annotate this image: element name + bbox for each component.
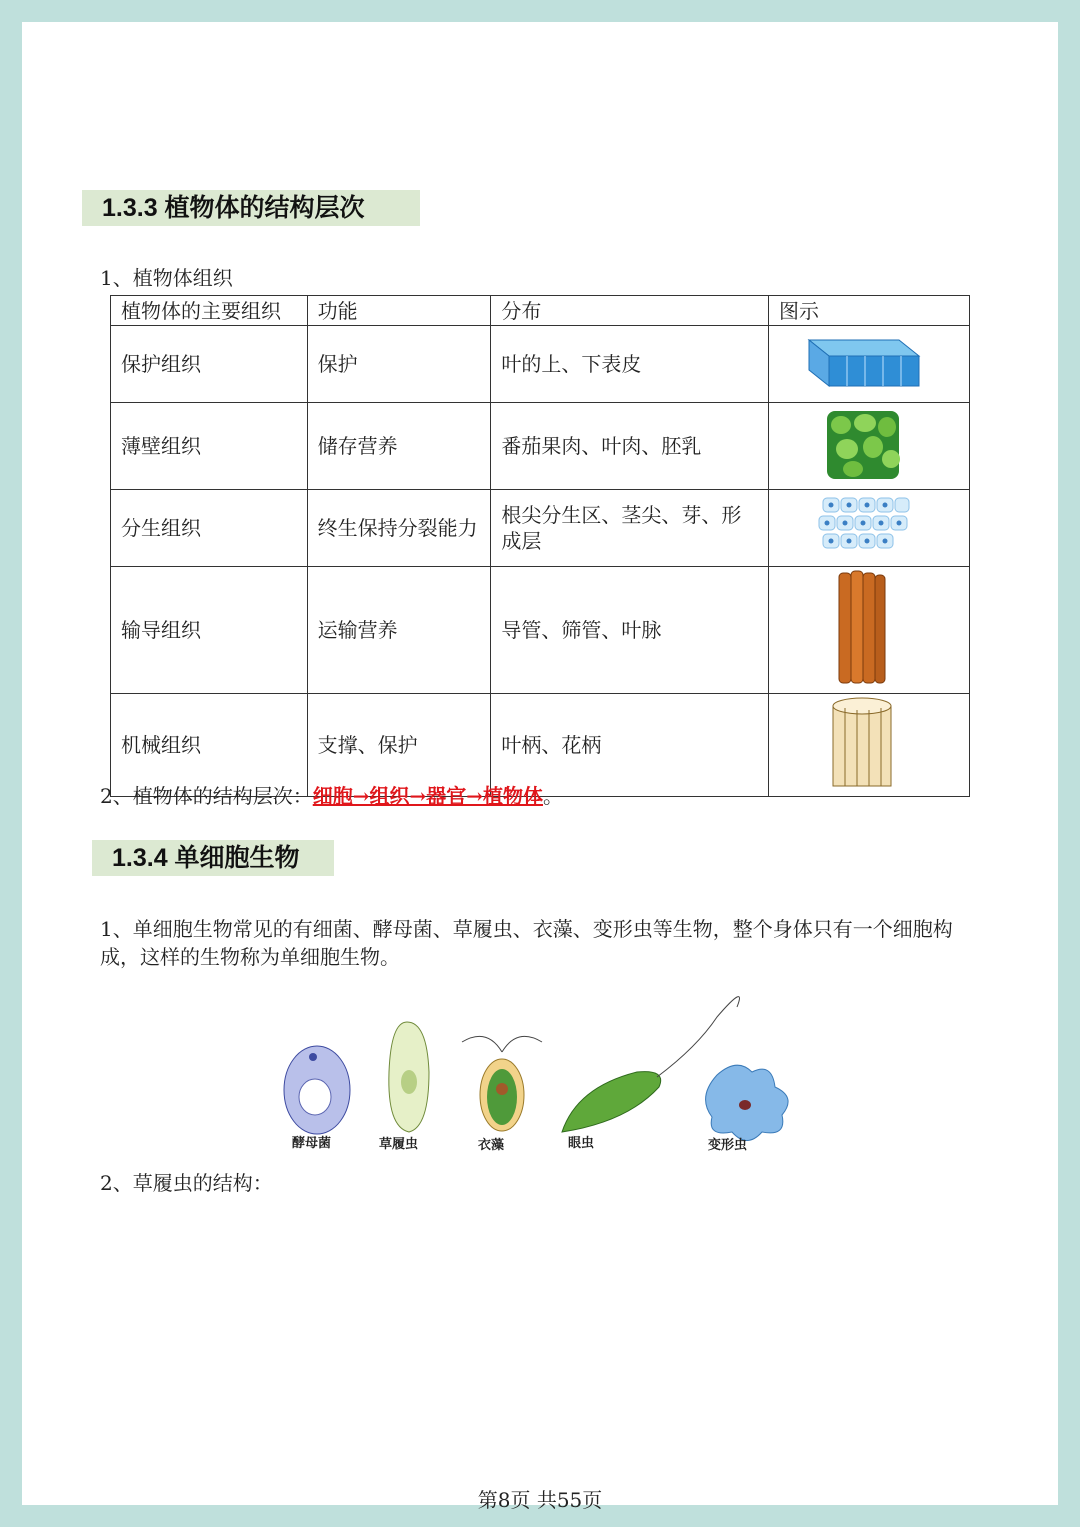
tissue-function: 储存营养 xyxy=(307,403,491,490)
tissue-distribution: 番茄果肉、叶肉、胚乳 xyxy=(491,403,769,490)
header-cell: 功能 xyxy=(307,296,491,326)
tissue-name: 输导组织 xyxy=(111,567,308,694)
parenchyma-illustration xyxy=(769,403,969,483)
structure-levels-highlight: 细胞→组织→器官→植物体 xyxy=(312,784,544,808)
item-paramecium-structure: 2、草履虫的结构： xyxy=(100,1171,273,1195)
organism-label: 草履虫 xyxy=(379,1137,419,1152)
header-cell: 图示 xyxy=(769,296,970,326)
organism-label: 变形虫 xyxy=(708,1138,748,1153)
organism-label: 衣藻 xyxy=(478,1138,505,1153)
tissue-function: 保护 xyxy=(307,326,491,403)
section-heading-1-3-3: 1.3.3 植物体的结构层次 xyxy=(82,190,420,226)
header-cell: 分布 xyxy=(491,296,769,326)
table-header-row xyxy=(111,296,970,326)
tissue-name: 机械组织 xyxy=(111,694,308,797)
document-page xyxy=(22,22,1058,1512)
structure-levels-label: 2、植物体的结构层次： xyxy=(100,784,313,808)
tissue-name: 分生组织 xyxy=(111,490,308,567)
tissue-function: 终生保持分裂能力 xyxy=(307,490,491,567)
table-row xyxy=(111,490,970,567)
header-cell: 植物体的主要组织 xyxy=(111,296,308,326)
tissue-distribution: 根尖分生区、茎尖、芽、形成层 xyxy=(491,490,769,567)
tissue-figure-cell xyxy=(769,490,970,567)
tissue-function: 支撑、保护 xyxy=(307,694,491,797)
tissue-name: 薄壁组织 xyxy=(111,403,308,490)
table-row xyxy=(111,567,970,694)
table-row xyxy=(111,403,970,490)
item-unicellular-description: 1、单细胞生物常见的有细菌、酵母菌、草履虫、衣藻、变形虫等生物，整个身体只有一个细胞构成，这样的生物称为单细胞生物。 xyxy=(100,917,953,969)
page-footer: 第8页 共55页 xyxy=(477,1488,603,1512)
organism-label: 眼虫 xyxy=(568,1136,595,1151)
tissue-table xyxy=(110,295,970,797)
vessel-tubes-illustration xyxy=(769,567,969,687)
tissue-figure-cell xyxy=(769,326,970,403)
tissue-distribution: 叶柄、花柄 xyxy=(491,694,769,797)
organism-label: 酵母菌 xyxy=(292,1136,332,1151)
fiber-bundle-illustration xyxy=(769,694,969,790)
tissue-distribution: 导管、筛管、叶脉 xyxy=(491,567,769,694)
unicellular-organisms-illustration xyxy=(277,977,807,1152)
tissue-figure-cell xyxy=(769,403,970,490)
item-structure-levels xyxy=(100,782,563,810)
tissue-figure-cell xyxy=(769,567,970,694)
item-plant-tissue: 1、植物体组织 xyxy=(100,266,233,290)
table-row xyxy=(111,326,970,403)
meristem-illustration xyxy=(769,490,969,560)
tissue-distribution: 叶的上、下表皮 xyxy=(491,326,769,403)
tissue-figure-cell xyxy=(769,694,970,797)
tissue-function: 运输营养 xyxy=(307,567,491,694)
section-heading-1-3-4: 1.3.4 单细胞生物 xyxy=(92,840,334,876)
tissue-name: 保护组织 xyxy=(111,326,308,403)
structure-levels-suffix: 。 xyxy=(543,784,564,808)
epidermis-block-illustration xyxy=(769,326,969,396)
